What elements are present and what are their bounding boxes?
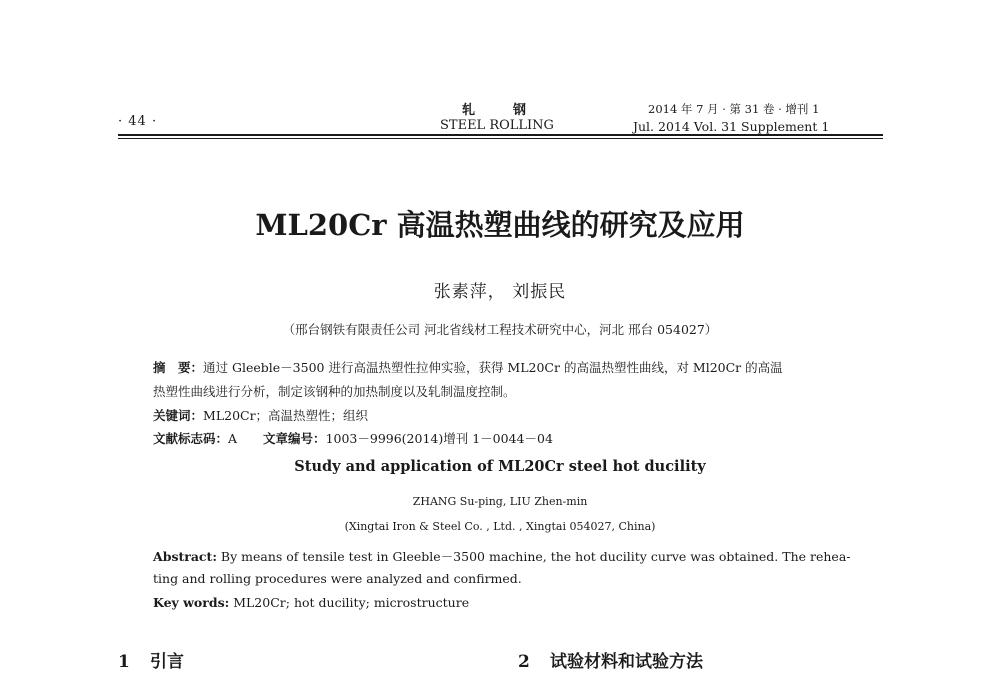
journal-name-cn: 轧钢 <box>462 103 565 118</box>
issue-info-en: Jul. 2014 Vol. 31 Supplement 1 <box>633 119 830 134</box>
abstract-en-line1: By means of tensile test in Gleeble－3500 machine, the hot ducility curve was obtained. The rehea- <box>216 549 851 564</box>
keywords-en <box>153 595 469 610</box>
keywords-cn-label: 关键词： <box>153 408 204 423</box>
authors-en: ZHANG Su-ping, LIU Zhen-min <box>412 495 588 508</box>
section-number: 1 <box>118 652 130 672</box>
keywords-cn-text: ML20Cr；高温热塑性；组织 <box>203 408 369 423</box>
affiliation-cn: （邢台钢铁有限责任公司 河北省线材工程技术研究中心，河北 邢台 054027） <box>282 322 718 337</box>
page-number: · 44 · <box>118 114 158 129</box>
article-number-label: 文章编号： <box>263 431 326 446</box>
classification-cn <box>153 429 553 447</box>
paper-title-cn: ML20Cr 高温热塑曲线的研究及应用 <box>255 208 745 242</box>
section-title: 试验材料和试验方法 <box>550 652 703 672</box>
abstract-en-label: Abstract: <box>153 549 217 564</box>
journal-name-en: STEEL ROLLING <box>440 118 554 133</box>
keywords-en-text: ML20Cr; hot ducility; microstructure <box>229 595 470 610</box>
doc-code-value: A <box>228 431 238 446</box>
abstract-en-line2: ting and rolling procedures were analyzed and confirmed. <box>153 571 522 586</box>
authors-cn: 张素萍， 刘振民 <box>433 282 567 302</box>
header-rule-top <box>118 134 883 136</box>
abstract-cn <box>153 358 783 376</box>
article-number-value: 1003－9996(2014)增刊 1－0044－04 <box>325 431 553 446</box>
section-heading-introduction <box>118 647 184 672</box>
abstract-en <box>153 547 851 565</box>
header-rule-bottom <box>118 138 883 139</box>
abstract-cn-line1: 通过 Gleeble－3500 进行高温热塑性拉伸实验，获得 ML20Cr 的高温热塑性曲线，对 Ml20Cr 的高温 <box>203 360 783 375</box>
keywords-cn <box>153 406 368 424</box>
section-heading-materials-methods <box>518 647 703 672</box>
paper-title-en: Study and application of ML20Cr steel hot ducility <box>294 458 706 475</box>
abstract-cn-line2: 热塑性曲线进行分析，制定该钢种的加热制度以及轧制温度控制。 <box>153 384 516 399</box>
keywords-en-label: Key words: <box>153 595 230 610</box>
doc-code-label: 文献标志码： <box>153 431 229 446</box>
section-number: 2 <box>518 652 530 672</box>
section-title: 引言 <box>150 652 184 672</box>
affiliation-en: (Xingtai Iron & Steel Co. , Ltd. , Xingtai 054027, China) <box>344 520 656 533</box>
abstract-cn-label: 摘 要： <box>153 360 204 375</box>
issue-info-cn: 2014 年 7 月 · 第 31 卷 · 增刊 1 <box>648 102 820 116</box>
